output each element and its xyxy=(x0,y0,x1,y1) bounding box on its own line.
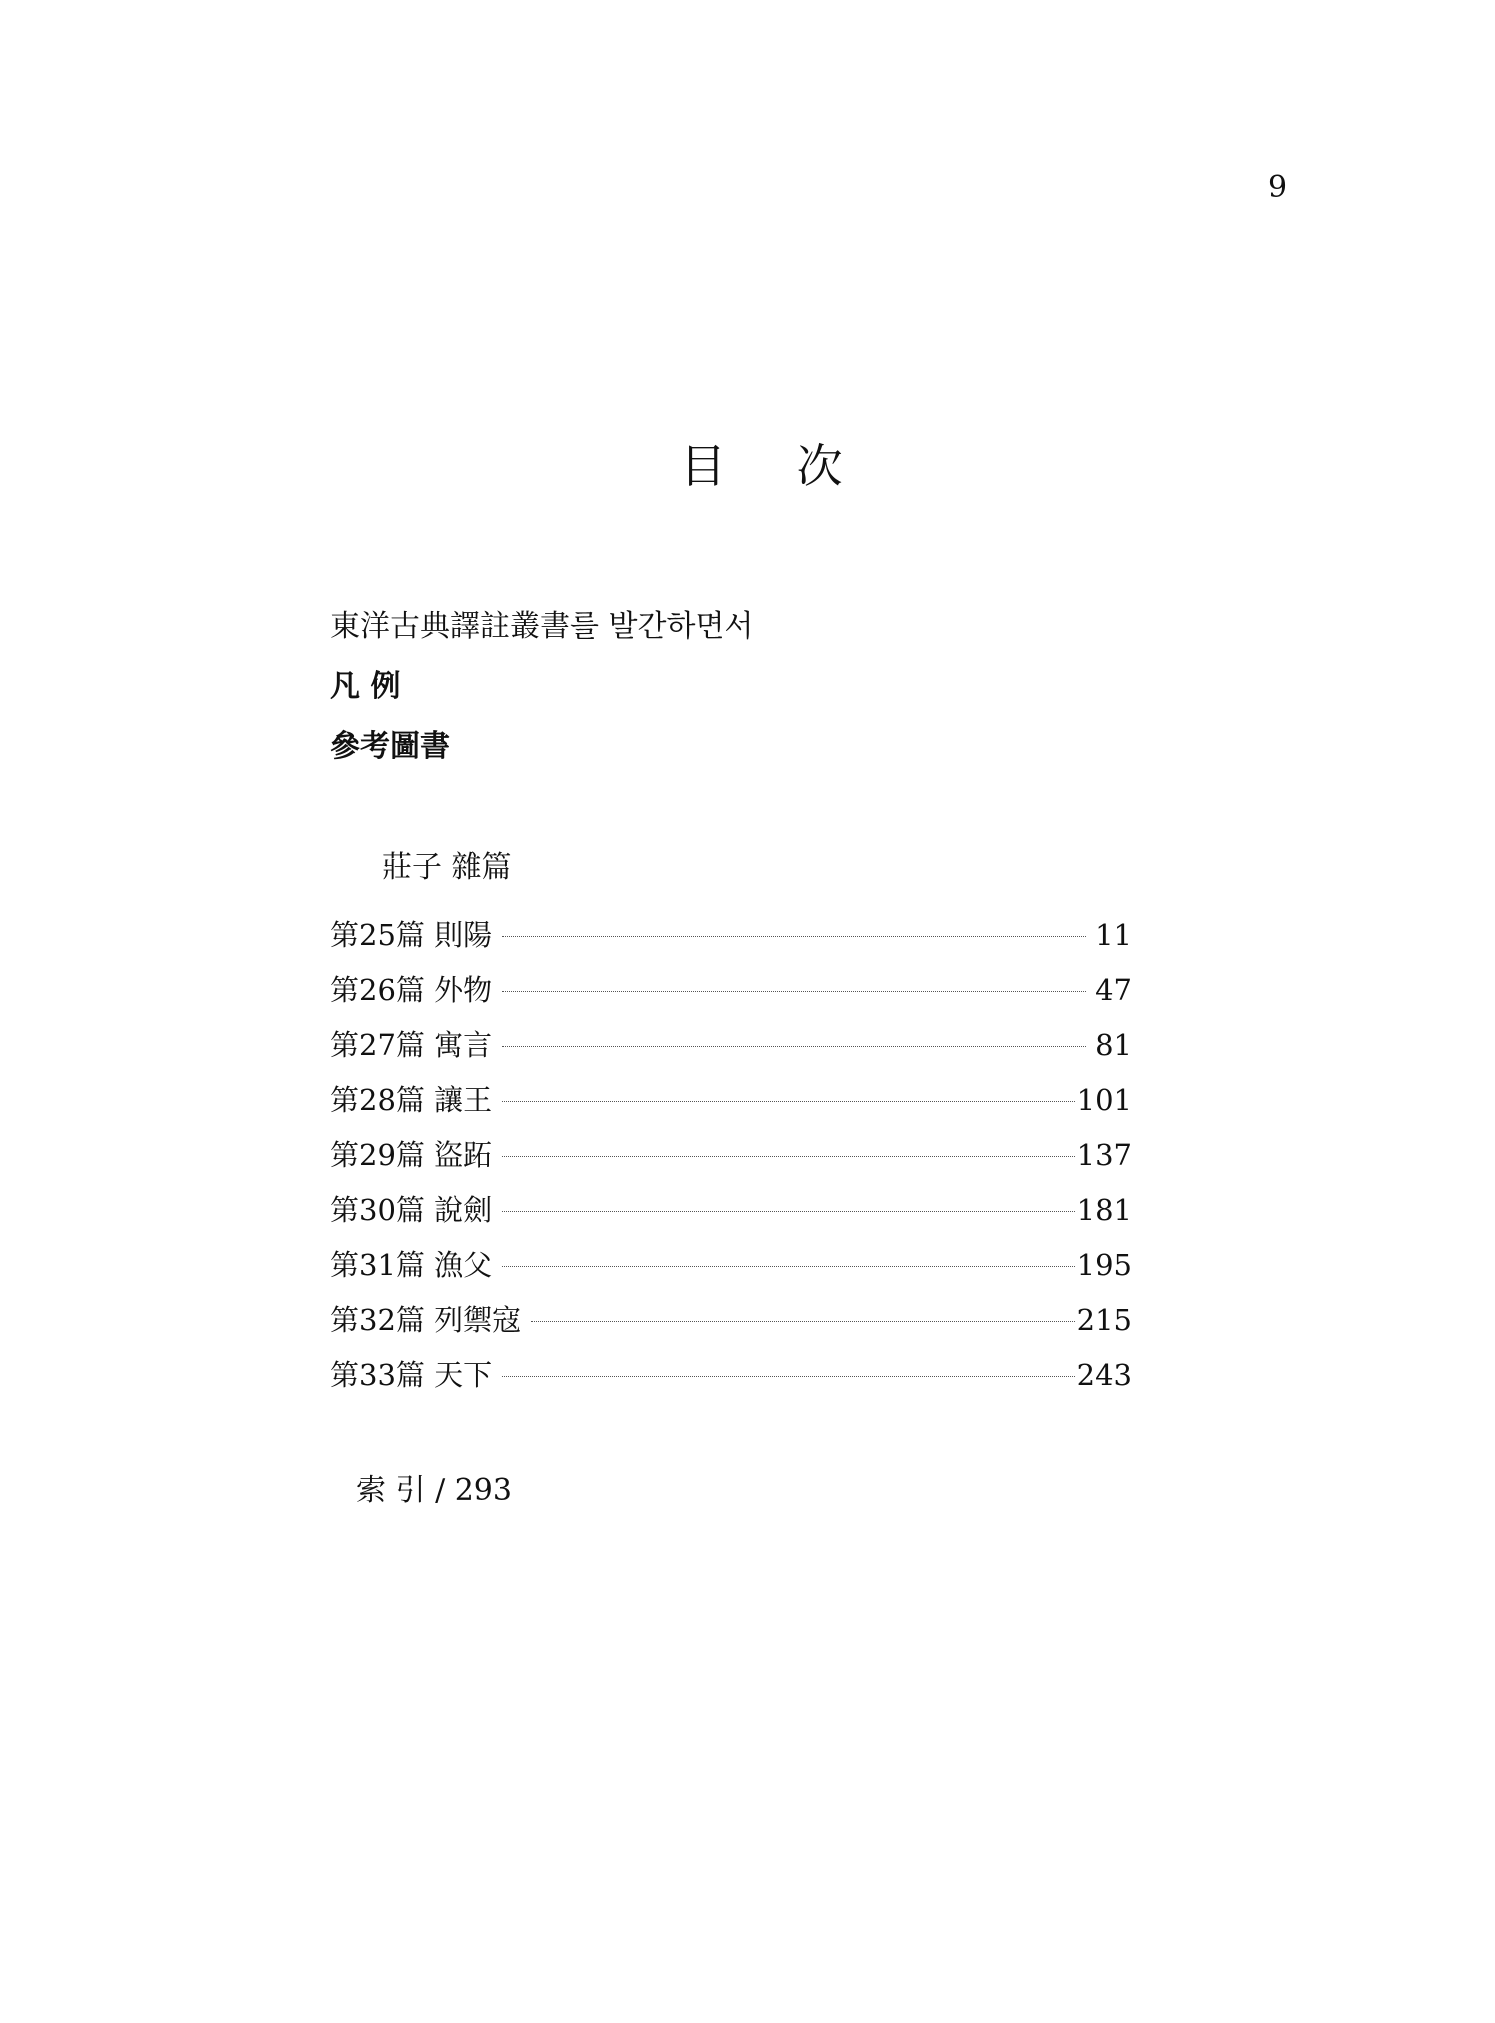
toc-entry-page: 101 xyxy=(1076,1083,1132,1117)
toc-entry-page: 137 xyxy=(1076,1138,1132,1172)
toc-leader-dots xyxy=(502,1101,1075,1102)
toc-entry-label: 第32篇 列禦寇 xyxy=(330,1303,522,1337)
toc-entry[interactable] xyxy=(330,913,1132,968)
toc-entry-page: 195 xyxy=(1076,1248,1132,1282)
section-heading: 莊子 雜篇 xyxy=(382,850,512,885)
toc-entry[interactable] xyxy=(330,1353,1132,1408)
toc-leader-dots xyxy=(502,936,1086,937)
toc-leader-dots xyxy=(502,1156,1075,1157)
toc-entry-label: 第29篇 盜跖 xyxy=(330,1138,493,1172)
toc-entry-page: 215 xyxy=(1076,1303,1132,1337)
toc-leader-dots xyxy=(502,1211,1075,1212)
index-entry[interactable]: 索 引 / 293 xyxy=(356,1473,512,1508)
toc-entry-page: 11 xyxy=(1095,918,1132,952)
page-title: 目 次 xyxy=(680,439,871,493)
front-matter-item-references[interactable]: 參考圖書 xyxy=(330,729,450,764)
toc-leader-dots xyxy=(502,1266,1075,1267)
toc-leader-dots xyxy=(502,1376,1075,1377)
toc-entry-label: 第25篇 則陽 xyxy=(330,918,493,952)
front-matter-item-preface[interactable]: 東洋古典譯註叢書를 발간하면서 xyxy=(330,609,754,644)
toc-leader-dots xyxy=(502,1046,1086,1047)
toc-entry[interactable] xyxy=(330,1133,1132,1188)
toc-entry-label: 第26篇 外物 xyxy=(330,973,493,1007)
toc-leader-dots xyxy=(531,1321,1075,1322)
toc-entry-label: 第30篇 說劍 xyxy=(330,1193,493,1227)
toc-list xyxy=(330,913,1132,1408)
toc-entry[interactable] xyxy=(330,1188,1132,1243)
toc-entry-page: 81 xyxy=(1095,1028,1132,1062)
toc-entry-label: 第31篇 漁父 xyxy=(330,1248,493,1282)
toc-entry[interactable] xyxy=(330,968,1132,1023)
toc-entry[interactable] xyxy=(330,1298,1132,1353)
toc-entry-label: 第27篇 寓言 xyxy=(330,1028,493,1062)
front-matter-item-explanatory-notes[interactable]: 凡 例 xyxy=(330,669,401,704)
page-number: 9 xyxy=(1268,170,1288,205)
toc-entry-label: 第33篇 天下 xyxy=(330,1358,493,1392)
toc-entry[interactable] xyxy=(330,1023,1132,1078)
toc-entry-page: 181 xyxy=(1076,1193,1132,1227)
toc-entry[interactable] xyxy=(330,1243,1132,1298)
toc-entry-page: 243 xyxy=(1076,1358,1132,1392)
front-matter-list xyxy=(330,609,754,792)
toc-entry[interactable] xyxy=(330,1078,1132,1133)
toc-entry-label: 第28篇 讓王 xyxy=(330,1083,493,1117)
toc-entry-page: 47 xyxy=(1095,973,1132,1007)
toc-leader-dots xyxy=(502,991,1086,992)
